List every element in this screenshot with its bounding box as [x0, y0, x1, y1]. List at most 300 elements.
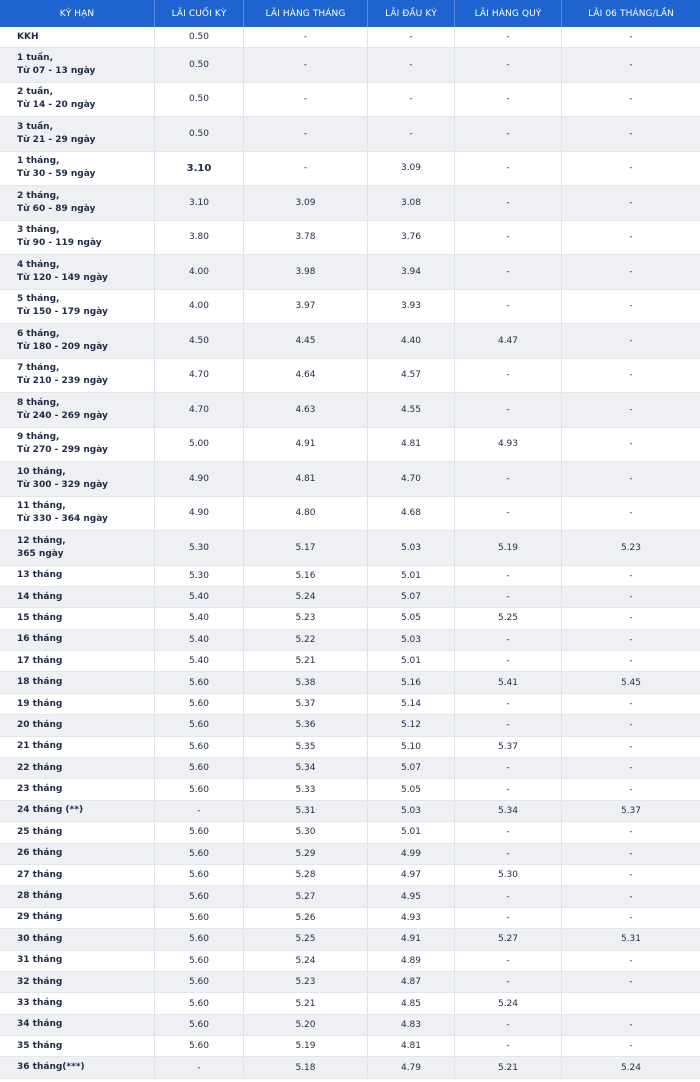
rate-quarterly: 5.21: [455, 1057, 562, 1077]
term-line: 18 tháng: [17, 677, 63, 688]
rate-monthly: 5.24: [244, 951, 368, 971]
rate-quarterly: -: [455, 1036, 562, 1056]
term-line: 1 tháng,: [17, 156, 60, 167]
table-row: [0, 48, 700, 83]
rate-upfront: 4.91: [368, 929, 455, 949]
rate-monthly: -: [244, 27, 368, 47]
rate-monthly: 5.20: [244, 1015, 368, 1035]
rate-upfront: 5.07: [368, 758, 455, 778]
rate-monthly: 5.26: [244, 908, 368, 928]
table-body: [0, 27, 700, 1079]
table-row: [0, 801, 700, 822]
rate-monthly: 5.28: [244, 865, 368, 885]
table-row: [0, 1057, 700, 1078]
rate-semiannual: -: [629, 128, 633, 139]
term-line: 19 tháng: [17, 698, 63, 709]
rate-end-of-term: 5.60: [155, 1015, 244, 1035]
rate-quarterly: 5.34: [455, 801, 562, 821]
rate-monthly: 4.80: [244, 497, 368, 531]
term-cell: [0, 1015, 155, 1035]
rate-upfront: 5.07: [368, 587, 455, 607]
rate-upfront: 4.40: [368, 324, 455, 358]
rate-end-of-term: 5.40: [155, 651, 244, 671]
term-line: 17 tháng: [17, 655, 63, 666]
rate-monthly: -: [244, 83, 368, 117]
term-cell: [0, 255, 155, 289]
term-line: 8 tháng,: [17, 397, 60, 408]
term-line: 27 tháng: [17, 869, 63, 880]
term-line: Từ 270 - 299 ngày: [17, 445, 108, 456]
rate-quarterly: -: [455, 152, 562, 186]
term-line: 36 tháng(***): [17, 1062, 85, 1073]
term-cell: [0, 908, 155, 928]
rate-monthly: 3.98: [244, 255, 368, 289]
term-cell: [0, 608, 155, 628]
rate-end-of-term: 5.60: [155, 737, 244, 757]
term-line: 2 tháng,: [17, 190, 60, 201]
rate-semiannual: -: [629, 870, 633, 881]
rate-upfront: 4.97: [368, 865, 455, 885]
rate-upfront: 5.03: [368, 630, 455, 650]
table-row: [0, 951, 700, 972]
table-row: [0, 694, 700, 715]
term-line: 22 tháng: [17, 762, 63, 773]
rate-upfront: -: [368, 83, 455, 117]
table-row: [0, 886, 700, 907]
term-cell: [0, 587, 155, 607]
rate-quarterly: 5.19: [455, 531, 562, 565]
term-cell: [0, 715, 155, 735]
rate-monthly: 3.78: [244, 221, 368, 255]
rate-quarterly: -: [455, 359, 562, 393]
term-cell: [0, 152, 155, 186]
rate-upfront: 5.01: [368, 566, 455, 586]
rate-semiannual: -: [629, 197, 633, 208]
rate-upfront: 3.08: [368, 186, 455, 220]
term-cell: [0, 694, 155, 714]
rate-semiannual: 5.45: [620, 677, 642, 688]
term-line: 5 tháng,: [17, 294, 60, 305]
term-line: 35 tháng: [17, 1040, 63, 1051]
rate-semiannual: -: [629, 266, 633, 277]
rate-semiannual: -: [629, 720, 633, 731]
term-cell: [0, 497, 155, 531]
rate-quarterly: 4.47: [455, 324, 562, 358]
rate-quarterly: -: [455, 758, 562, 778]
rate-upfront: 3.09: [368, 152, 455, 186]
rate-monthly: 3.97: [244, 290, 368, 324]
rate-monthly: 5.24: [244, 587, 368, 607]
term-line: 23 tháng: [17, 784, 63, 795]
rate-monthly: 5.21: [244, 651, 368, 671]
rate-quarterly: 4.93: [455, 428, 562, 462]
table-row: [0, 152, 700, 187]
rate-quarterly: -: [455, 844, 562, 864]
term-cell: [0, 462, 155, 496]
table-row: [0, 672, 700, 693]
rate-semiannual: 5.24: [620, 1062, 642, 1073]
rate-semiannual: -: [629, 955, 633, 966]
table-row: [0, 715, 700, 736]
term-line: Từ 07 - 13 ngày: [17, 65, 96, 76]
rate-quarterly: 5.25: [455, 608, 562, 628]
term-cell: [0, 801, 155, 821]
rate-semiannual: [562, 993, 700, 1013]
rate-semiannual: -: [629, 848, 633, 859]
rate-end-of-term: 5.60: [155, 1036, 244, 1056]
rate-semiannual: -: [629, 784, 633, 795]
table-row: [0, 83, 700, 118]
term-line: Từ 14 - 20 ngày: [17, 100, 96, 111]
rate-quarterly: -: [455, 779, 562, 799]
term-cell: [0, 972, 155, 992]
term-line: 12 tháng,: [17, 535, 66, 546]
rate-quarterly: -: [455, 48, 562, 82]
rate-quarterly: -: [455, 462, 562, 496]
rate-end-of-term: 4.90: [155, 497, 244, 531]
term-line: 1 tuần,: [17, 52, 54, 63]
rate-quarterly: 5.30: [455, 865, 562, 885]
term-line: 20 tháng: [17, 719, 63, 730]
rate-monthly: 4.63: [244, 393, 368, 427]
term-line: 11 tháng,: [17, 501, 66, 512]
rate-semiannual: -: [629, 1019, 633, 1030]
term-line: 4 tháng,: [17, 259, 60, 270]
table-row: [0, 1036, 700, 1057]
term-cell: [0, 531, 155, 565]
rate-quarterly: -: [455, 630, 562, 650]
table-row: [0, 531, 700, 566]
term-cell: [0, 929, 155, 949]
rate-quarterly: -: [455, 715, 562, 735]
rate-upfront: 4.81: [368, 428, 455, 462]
rate-quarterly: -: [455, 886, 562, 906]
table-row: [0, 117, 700, 152]
rate-semiannual: -: [629, 634, 633, 645]
table-row: [0, 497, 700, 532]
rate-quarterly: -: [455, 908, 562, 928]
rate-upfront: 5.01: [368, 822, 455, 842]
table-row: [0, 737, 700, 758]
term-line: Từ 21 - 29 ngày: [17, 134, 96, 145]
rate-upfront: 4.99: [368, 844, 455, 864]
term-cell: [0, 221, 155, 255]
rate-semiannual: -: [629, 741, 633, 752]
rate-end-of-term: 0.50: [155, 27, 244, 47]
table-row: [0, 822, 700, 843]
term-line: 33 tháng: [17, 998, 63, 1008]
term-cell: [0, 393, 155, 427]
rate-upfront: 5.03: [368, 801, 455, 821]
term-line: Từ 210 - 239 ngày: [17, 376, 108, 387]
term-line: Từ 240 - 269 ngày: [17, 410, 108, 421]
rate-end-of-term: 3.10: [155, 186, 244, 220]
rate-upfront: 4.57: [368, 359, 455, 393]
rate-upfront: 3.93: [368, 290, 455, 324]
rate-end-of-term: 3.80: [155, 221, 244, 255]
rate-semiannual: -: [629, 163, 633, 174]
rate-quarterly: -: [455, 221, 562, 255]
rate-semiannual: -: [629, 404, 633, 415]
term-line: 9 tháng,: [17, 432, 60, 443]
rate-end-of-term: 5.40: [155, 630, 244, 650]
table-row: [0, 324, 700, 359]
term-line: 16 tháng: [17, 634, 63, 645]
header-monthly: LÃI HÀNG THÁNG: [244, 0, 368, 27]
rate-end-of-term: 5.60: [155, 672, 244, 692]
rate-semiannual: -: [629, 827, 633, 838]
rate-upfront: 5.01: [368, 651, 455, 671]
header-term: KỲ HẠN: [0, 0, 155, 27]
rate-end-of-term: 5.60: [155, 993, 244, 1013]
rate-upfront: 4.79: [368, 1057, 455, 1077]
rate-semiannual: -: [629, 94, 633, 105]
term-line: 24 tháng (**): [17, 805, 84, 816]
rate-quarterly: -: [455, 255, 562, 289]
table-row: [0, 462, 700, 497]
table-row: [0, 587, 700, 608]
term-line: 7 tháng,: [17, 363, 60, 374]
rate-semiannual: -: [629, 439, 633, 450]
table-row: [0, 393, 700, 428]
term-line: 10 tháng,: [17, 466, 66, 477]
rate-semiannual: -: [629, 32, 633, 42]
rate-upfront: 3.94: [368, 255, 455, 289]
term-cell: [0, 1036, 155, 1056]
term-cell: [0, 779, 155, 799]
table-row: [0, 758, 700, 779]
term-cell: [0, 27, 155, 47]
term-cell: [0, 630, 155, 650]
term-line: 14 tháng: [17, 591, 63, 602]
table-row: [0, 608, 700, 629]
rate-end-of-term: 5.60: [155, 972, 244, 992]
table-row: [0, 255, 700, 290]
table-row: [0, 908, 700, 929]
rate-upfront: 5.10: [368, 737, 455, 757]
term-line: Từ 180 - 209 ngày: [17, 341, 108, 352]
rate-upfront: 5.12: [368, 715, 455, 735]
rate-upfront: 4.89: [368, 951, 455, 971]
term-line: 21 tháng: [17, 741, 63, 752]
term-cell: [0, 865, 155, 885]
rate-semiannual: -: [629, 232, 633, 243]
rate-semiannual: 5.37: [620, 805, 642, 816]
rate-end-of-term: 5.60: [155, 886, 244, 906]
term-line: 13 tháng: [17, 570, 63, 581]
rate-monthly: 5.21: [244, 993, 368, 1013]
rate-upfront: 4.70: [368, 462, 455, 496]
rate-monthly: 4.64: [244, 359, 368, 393]
term-cell: [0, 822, 155, 842]
term-line: 3 tuần,: [17, 121, 54, 132]
rate-quarterly: 5.24: [455, 993, 562, 1013]
rate-quarterly: -: [455, 393, 562, 427]
rate-end-of-term: -: [155, 801, 244, 821]
rate-monthly: 5.35: [244, 737, 368, 757]
rate-upfront: -: [368, 117, 455, 151]
term-line: 29 tháng: [17, 912, 63, 923]
rate-monthly: 5.25: [244, 929, 368, 949]
term-line: 30 tháng: [17, 933, 63, 944]
table-row: [0, 290, 700, 325]
rate-semiannual: -: [629, 891, 633, 902]
rate-semiannual: 5.31: [620, 934, 642, 945]
term-line: 365 ngày: [17, 548, 64, 559]
term-line: 15 tháng: [17, 612, 63, 623]
rate-quarterly: -: [455, 83, 562, 117]
rate-upfront: 5.16: [368, 672, 455, 692]
rate-monthly: 5.23: [244, 972, 368, 992]
rate-monthly: 4.91: [244, 428, 368, 462]
rate-upfront: 4.68: [368, 497, 455, 531]
table-row: [0, 972, 700, 993]
rate-semiannual: -: [629, 699, 633, 710]
rate-monthly: 5.33: [244, 779, 368, 799]
term-cell: [0, 758, 155, 778]
term-cell: [0, 951, 155, 971]
rate-monthly: 5.22: [244, 630, 368, 650]
table-row: [0, 630, 700, 651]
term-cell: [0, 359, 155, 393]
rate-quarterly: -: [455, 1015, 562, 1035]
header-upfront: LÃI ĐẦU KỲ: [368, 0, 455, 27]
rate-semiannual: -: [629, 613, 633, 624]
rate-end-of-term: 5.60: [155, 929, 244, 949]
rate-monthly: 5.30: [244, 822, 368, 842]
rate-upfront: 4.55: [368, 393, 455, 427]
rate-end-of-term: 5.30: [155, 566, 244, 586]
rate-upfront: 4.83: [368, 1015, 455, 1035]
rate-end-of-term: 0.50: [155, 117, 244, 151]
rate-semiannual: -: [629, 1041, 633, 1052]
rate-end-of-term: 5.60: [155, 865, 244, 885]
rate-semiannual: 5.23: [620, 542, 642, 553]
table-header: [0, 0, 700, 27]
rate-semiannual: -: [629, 508, 633, 519]
term-cell: [0, 993, 155, 1013]
rate-semiannual: -: [629, 763, 633, 774]
rate-quarterly: -: [455, 587, 562, 607]
header-end-of-term: LÃI CUỐI KỲ: [155, 0, 244, 27]
term-cell: [0, 290, 155, 324]
table-row: [0, 929, 700, 950]
rate-upfront: -: [368, 27, 455, 47]
rate-quarterly: -: [455, 497, 562, 531]
rate-monthly: 5.36: [244, 715, 368, 735]
rate-monthly: 5.19: [244, 1036, 368, 1056]
rate-quarterly: -: [455, 951, 562, 971]
term-line: Từ 300 - 329 ngày: [17, 479, 108, 490]
table-row: [0, 186, 700, 221]
rate-end-of-term: 4.70: [155, 393, 244, 427]
rate-end-of-term: 3.10: [155, 152, 244, 186]
rate-end-of-term: 5.60: [155, 844, 244, 864]
rate-end-of-term: 4.50: [155, 324, 244, 358]
rate-end-of-term: 5.40: [155, 608, 244, 628]
rate-end-of-term: 4.90: [155, 462, 244, 496]
rate-end-of-term: 5.00: [155, 428, 244, 462]
term-cell: [0, 651, 155, 671]
rate-monthly: 5.23: [244, 608, 368, 628]
term-cell: [0, 886, 155, 906]
term-line: 32 tháng: [17, 976, 63, 987]
table-row: [0, 865, 700, 886]
rate-monthly: 4.45: [244, 324, 368, 358]
rate-end-of-term: 4.00: [155, 290, 244, 324]
rate-quarterly: -: [455, 566, 562, 586]
table-row: [0, 1015, 700, 1036]
rate-upfront: 4.93: [368, 908, 455, 928]
rate-monthly: -: [244, 48, 368, 82]
rate-quarterly: -: [455, 186, 562, 220]
term-cell: [0, 428, 155, 462]
term-cell: [0, 1057, 155, 1077]
term-cell: [0, 83, 155, 117]
rate-quarterly: 5.37: [455, 737, 562, 757]
rate-quarterly: -: [455, 290, 562, 324]
term-cell: [0, 48, 155, 82]
table-row: [0, 566, 700, 587]
rate-quarterly: -: [455, 822, 562, 842]
rate-upfront: -: [368, 48, 455, 82]
table-row: [0, 779, 700, 800]
rate-quarterly: 5.27: [455, 929, 562, 949]
rate-upfront: 5.05: [368, 779, 455, 799]
rate-monthly: -: [244, 152, 368, 186]
table-row: [0, 221, 700, 256]
rate-upfront: 5.03: [368, 531, 455, 565]
rate-monthly: 5.34: [244, 758, 368, 778]
term-cell: [0, 844, 155, 864]
term-line: 2 tuần,: [17, 87, 54, 98]
table-row: [0, 428, 700, 463]
rate-end-of-term: 5.60: [155, 694, 244, 714]
rate-end-of-term: 4.00: [155, 255, 244, 289]
rate-quarterly: 5.41: [455, 672, 562, 692]
rate-upfront: 5.14: [368, 694, 455, 714]
rate-monthly: 5.37: [244, 694, 368, 714]
rate-quarterly: -: [455, 972, 562, 992]
term-line: Từ 30 - 59 ngày: [17, 169, 96, 180]
header-quarterly: LÃI HÀNG QUÝ: [455, 0, 562, 27]
term-cell: [0, 186, 155, 220]
rate-upfront: 4.95: [368, 886, 455, 906]
rate-monthly: -: [244, 117, 368, 151]
rate-end-of-term: 5.60: [155, 951, 244, 971]
term-cell: [0, 566, 155, 586]
term-line: 28 tháng: [17, 891, 63, 902]
table-row: [0, 27, 700, 48]
term-line: Từ 330 - 364 ngày: [17, 514, 108, 525]
rate-semiannual: -: [629, 592, 633, 603]
term-line: 34 tháng: [17, 1019, 63, 1030]
rate-quarterly: -: [455, 117, 562, 151]
term-cell: [0, 672, 155, 692]
rate-monthly: 3.09: [244, 186, 368, 220]
rate-monthly: 4.81: [244, 462, 368, 496]
rate-end-of-term: 5.30: [155, 531, 244, 565]
rate-monthly: 5.27: [244, 886, 368, 906]
rate-monthly: 5.38: [244, 672, 368, 692]
table-row: [0, 993, 700, 1014]
rate-end-of-term: 0.50: [155, 48, 244, 82]
rate-end-of-term: 5.60: [155, 779, 244, 799]
rate-end-of-term: 5.60: [155, 715, 244, 735]
rate-end-of-term: 5.40: [155, 587, 244, 607]
rate-semiannual: -: [629, 570, 633, 581]
rate-quarterly: -: [455, 651, 562, 671]
